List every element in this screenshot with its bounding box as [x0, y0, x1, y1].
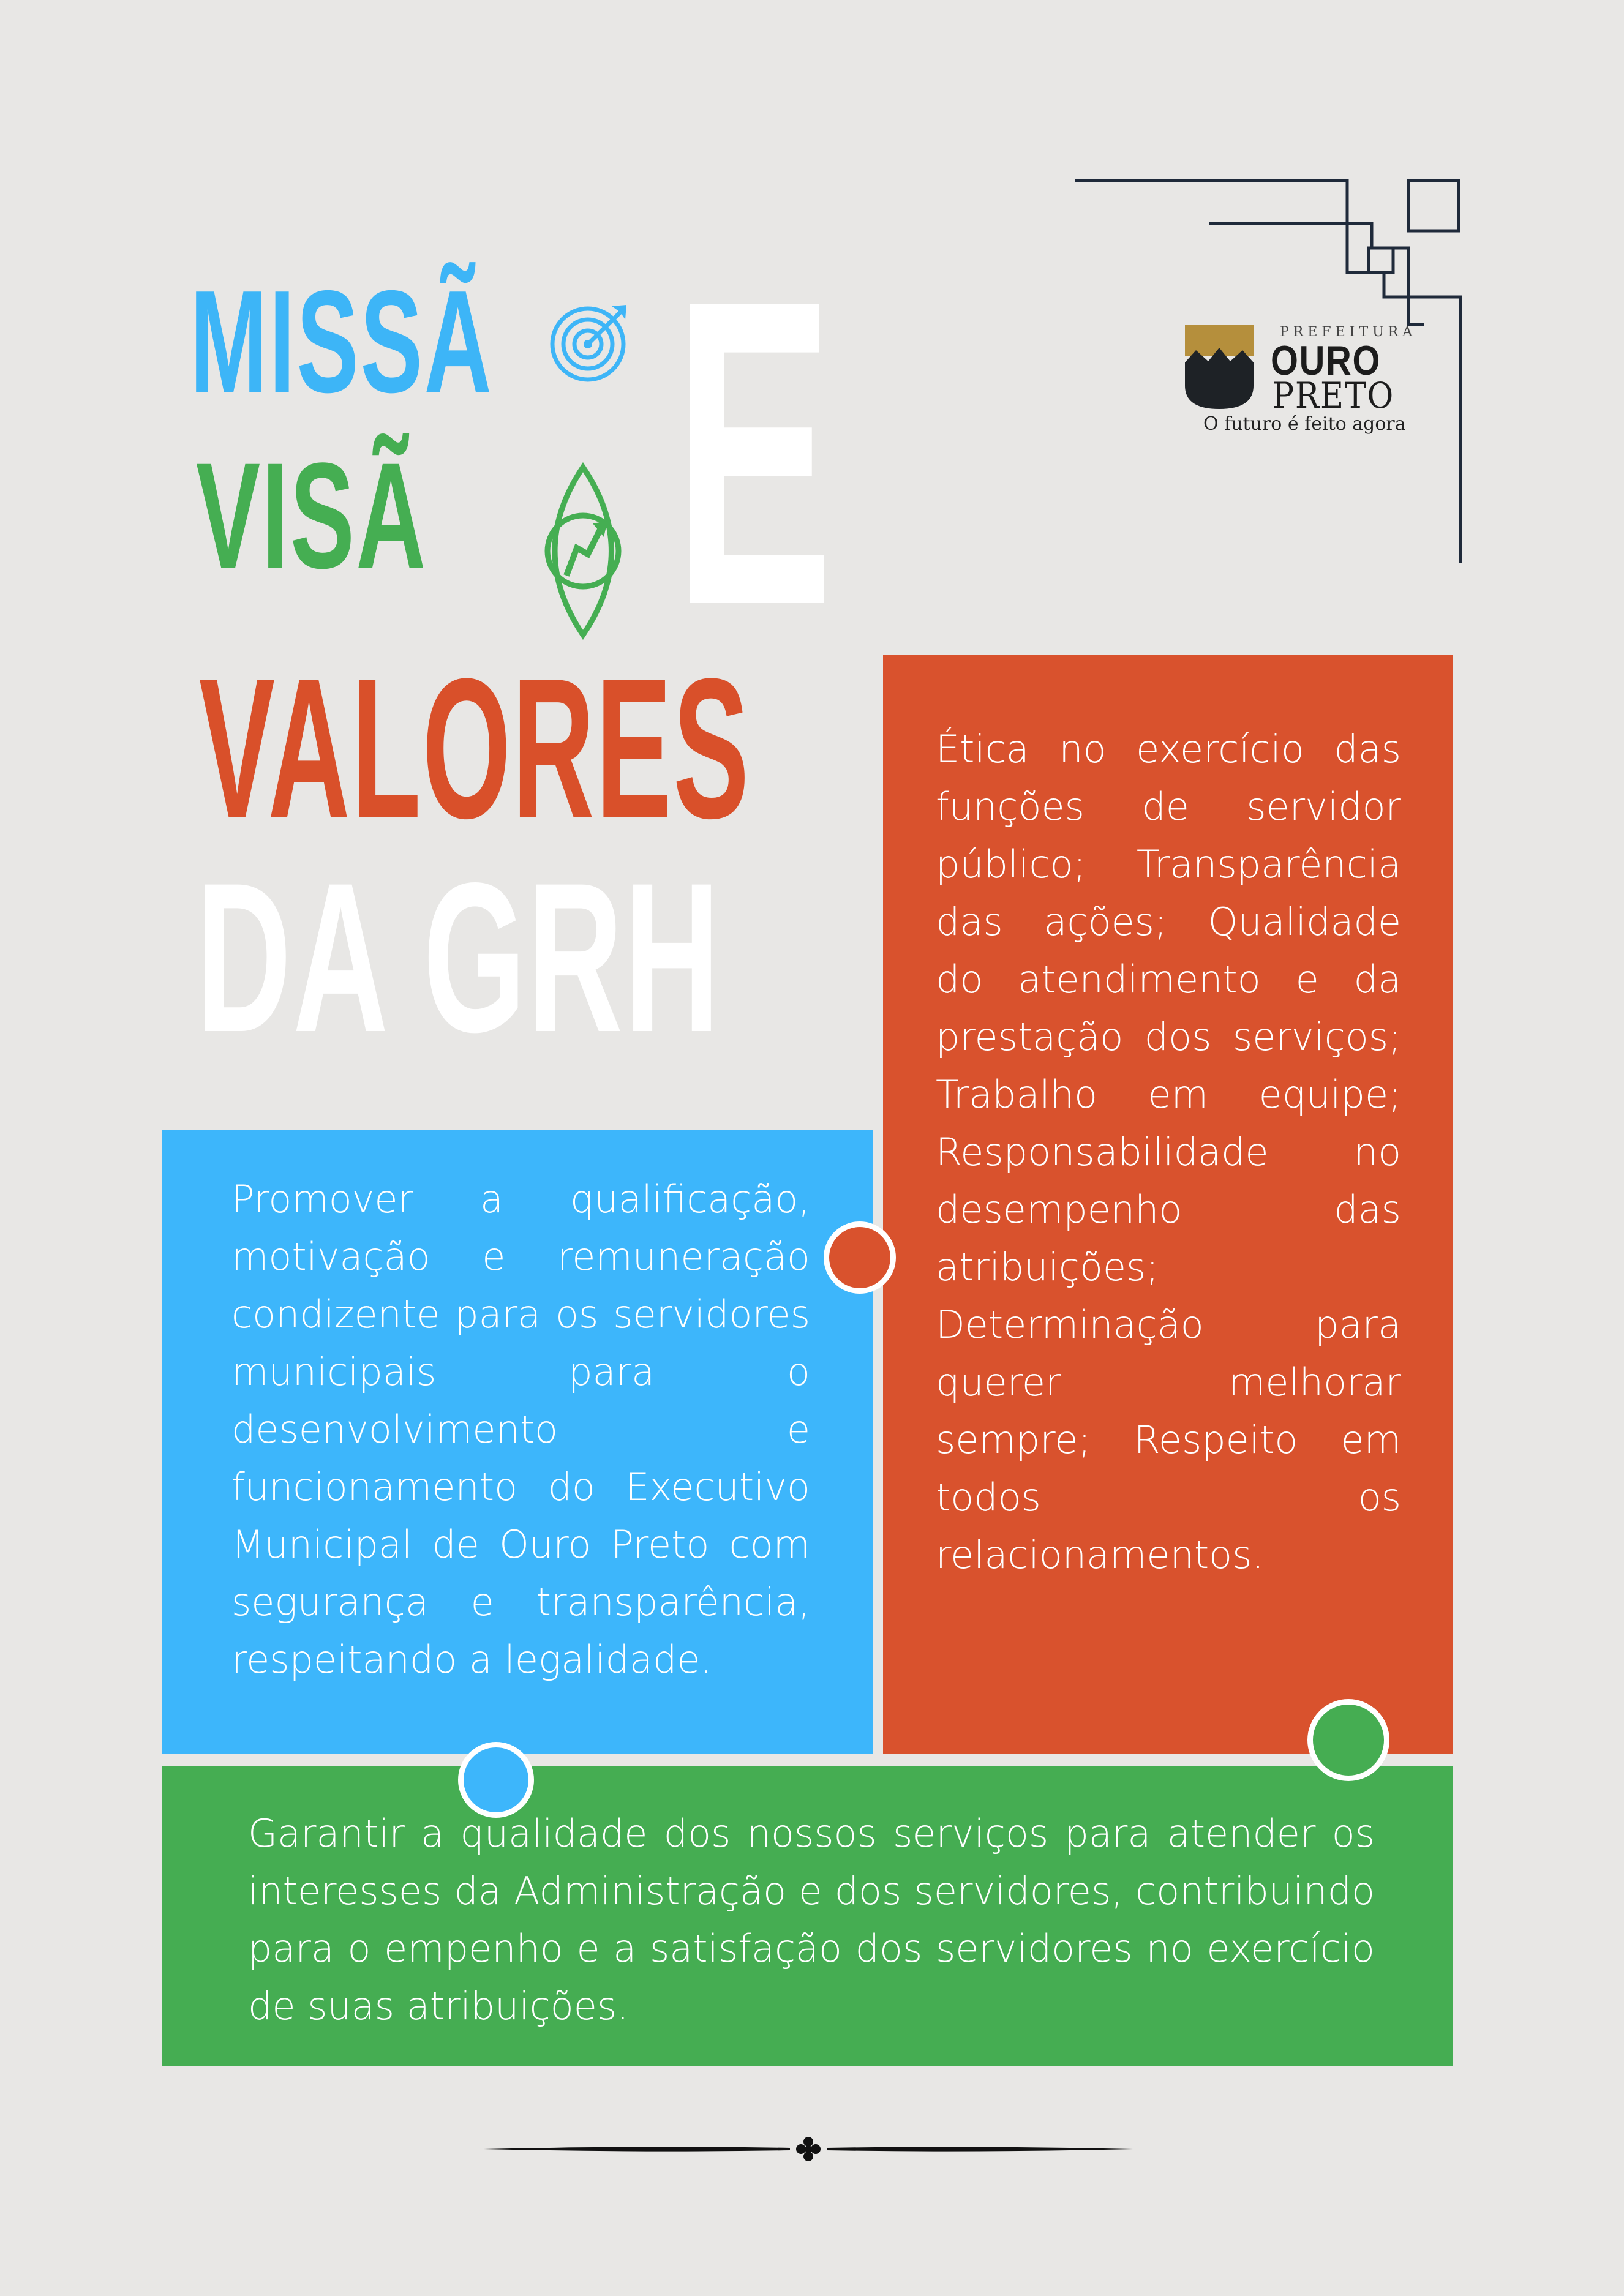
title-da-grh: DA GRH [196, 838, 721, 1076]
ornament-icon [796, 2137, 821, 2161]
puzzle-knob-green [1307, 1699, 1389, 1781]
logo-ouro: OURO [1271, 337, 1382, 384]
title-valores: VALORES [199, 637, 751, 860]
ornament-divider [484, 2131, 1133, 2167]
logo-emblem-icon [1185, 325, 1254, 410]
eye-growth-icon [533, 462, 634, 640]
title-visao: VISÃ [196, 432, 427, 600]
mission-text: Promover a qualificação, motivação e remuneração condizente para os servidores municipais para o desenvolvimento e funcionamento do Executivo Municipal de Ouro Preto com segurança e transparência, respeitando a legalidade. [231, 1177, 810, 1682]
puzzle-knob-orange [824, 1221, 896, 1294]
title-missao: MISSÃ [190, 261, 494, 423]
vision-text: Garantir a qualidade dos nossos serviços para atender os interesses da Administração e dos servidores, contribuindo para o empenho e a satisfação dos servidores no exercício de suas atribuições. [248, 1811, 1375, 2028]
target-icon [548, 300, 634, 386]
logo-preto: PRETO [1273, 375, 1395, 416]
logo-slogan: O futuro é feito agora [1203, 413, 1406, 435]
logo-prefeitura: PREFEITURA [1280, 325, 1417, 340]
values-text: Ética no exercício das funções de servidor público; Transparência das ações; Qualidade do atendimento e da prestação dos serviços; Trabalho em equipe; Responsabilidade no desempenho das atribuições; Determinação para querer melhorar sempre; Respeito em todos os relacionamentos. [936, 727, 1401, 1577]
title-e: E [674, 210, 835, 696]
